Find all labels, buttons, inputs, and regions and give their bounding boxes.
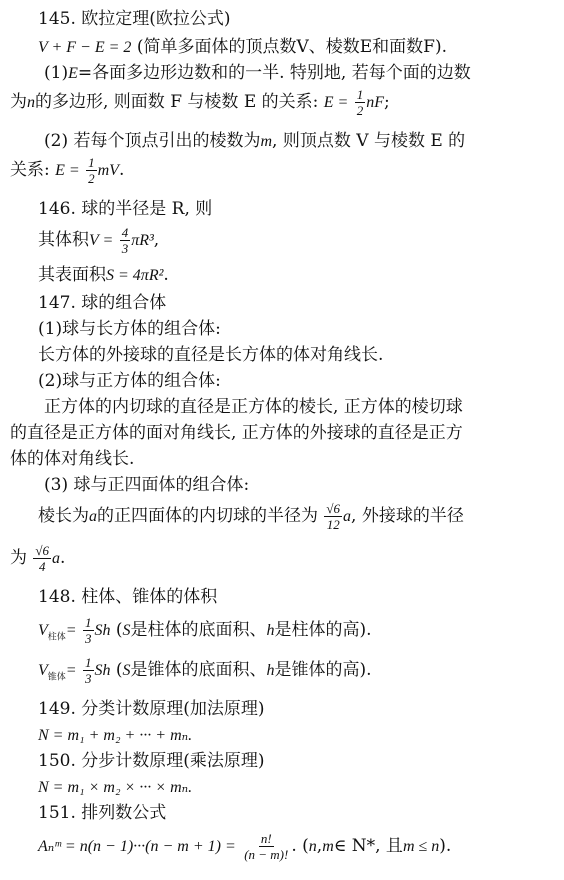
text-s146-area-label: 其表面积 (38, 265, 106, 285)
combo-2-line2 (10, 422, 463, 444)
text-s147-c3-e: , 外接球的半径 (351, 506, 464, 526)
section-145-heading (38, 8, 231, 30)
text-s148-v1-S: S (122, 622, 131, 639)
text-s148-v2-note-a: ( (115, 660, 123, 680)
combo-3-title (44, 474, 249, 496)
text-s151-cond-n: n (308, 838, 317, 855)
combo-2-line3 (10, 448, 134, 470)
text-s147-c2-line2: 的直径是正方体的面对角线长, 正方体的外接球的直径是正方 (10, 423, 463, 443)
sphere-area-line (38, 264, 169, 286)
fraction-one-half (355, 88, 366, 117)
text-s147-c3-den2: 4 (38, 559, 46, 574)
fraction-four-thirds (120, 226, 131, 255)
section-148-heading (38, 586, 217, 608)
text-s146-vol-lhs: V = (89, 232, 114, 249)
euler-formula: V + F − E = 2 (38, 39, 132, 56)
text-s148-v2-note-b: 是锥体的底面积、 (130, 660, 267, 680)
text-s145-p2-lhs: E = (55, 162, 80, 179)
text-s147-c3-c: 的正四面体的内切球的半径为 (97, 506, 318, 526)
text-s145-p2-end: . (118, 160, 125, 180)
euler-p1-line2 (10, 84, 390, 120)
euler-p2-line1 (44, 130, 465, 152)
text-s151-cond-c: ∈ N*, 且 (333, 836, 403, 856)
text-s149-formula: N = m₁ + m₂ + ··· + mₙ. (38, 727, 193, 744)
text-s148-v1-note-c: 是柱体的高). (274, 620, 372, 640)
fraction-sqrt6-over-4 (33, 544, 51, 573)
text-s148-v2-rhs: Sh (94, 662, 111, 679)
text-s145-p2-d: 关系: (10, 160, 50, 180)
fraction-factorial (242, 832, 290, 861)
section-146-heading (38, 198, 212, 220)
text-s146-vol-label: 其体积 (38, 230, 89, 250)
text-s148-v1-den: 3 (85, 631, 92, 646)
text-s147-heading: 147. 球的组合体 (38, 293, 167, 313)
addition-principle-formula (38, 724, 192, 746)
fraction-sqrt6-over-12 (324, 502, 342, 531)
text-s145-p2-rhs: mV (97, 162, 119, 179)
text-s147-c3-f: 为 (10, 548, 27, 568)
text-s150-formula: N = m₁ × m₂ × ··· × mₙ. (38, 779, 193, 796)
text-s151-lhs: Aₙᵐ = n(n − 1)···(n − m + 1) = (38, 838, 236, 855)
text-s148-v2-num: 1 (85, 655, 92, 670)
text-s148-v2-den: 3 (85, 671, 92, 686)
text-s148-v2-h: h (266, 662, 275, 679)
text-s147-c1-text: 长方体的外接球的直径是长方体的体对角线长. (38, 345, 384, 365)
text-s146-heading: 146. 球的半径是 R, 则 (38, 199, 213, 219)
section-149-heading (38, 698, 265, 720)
text-s149-heading: 149. 分类计数原理(加法原理) (38, 699, 265, 719)
prism-volume-line (38, 612, 372, 648)
section-150-heading (38, 750, 265, 772)
text-s146-vol-num: 4 (121, 225, 129, 240)
section-147-heading (38, 292, 166, 314)
euler-p2-line2 (10, 152, 124, 188)
text-s145-p1-e: n (27, 94, 35, 111)
text-s147-c3-num1: √6 (326, 501, 341, 516)
text-s146-vol-end: , (153, 230, 160, 250)
text-s148-v1-h: h (266, 622, 275, 639)
text-s148-v2-note-c: 是锥体的高). (274, 660, 372, 680)
text-s145-p1-formula-lhs: E = (323, 94, 349, 111)
text-s146-area-formula: S = 4πR² (106, 267, 164, 284)
sphere-volume-line (38, 222, 159, 258)
text-s145-p1-formula-rhs: nF (366, 94, 385, 111)
text-s147-c2-title: (2)球与正方体的组合体: (38, 371, 221, 391)
text-s145-p1-c: =各面多边形边数和的一半. 特别地, 若每个面的边数 (77, 63, 471, 83)
text-s150-heading: 150. 分步计数原理(乘法原理) (38, 751, 265, 771)
text-s148-v1-sub: 柱体 (47, 632, 66, 643)
text-s145-p1-a: (1) (44, 63, 69, 83)
text-s145-p1-den: 2 (356, 103, 364, 118)
text-s145-p2-a: (2) 若每个顶点引出的棱数为 (44, 131, 261, 151)
multiplication-principle-formula (38, 776, 192, 798)
text-s145-p1-b: E (68, 65, 78, 82)
text-s147-c2-line1: 正方体的内切球的直径是正方体的棱长, 正方体的棱切球 (44, 397, 463, 417)
text-s151-num: n! (260, 831, 272, 846)
text-s148-v2-sym: V (38, 662, 48, 679)
text-s147-c3-title: (3) 球与正四面体的组合体: (44, 475, 250, 495)
text-s148-v1-eq: = (65, 622, 77, 639)
text-s147-c3-den1: 12 (326, 517, 340, 532)
combo-3-line1 (38, 498, 464, 534)
text-s151-cond-b: , (316, 836, 323, 856)
text-s145-p2-den: 2 (88, 171, 95, 186)
text-s145-p1-num: 1 (356, 87, 364, 102)
text-s147-c3-b: a (89, 508, 97, 525)
text-s148-v1-sym: V (38, 622, 48, 639)
fraction-one-third (83, 616, 94, 645)
text-s151-den: (n − m)! (244, 847, 289, 862)
text-s145-p2-b: m (260, 133, 273, 150)
text-s145-p1-f: 的多边形, 则面数 F 与棱数 E 的关系: (35, 92, 319, 112)
pyramid-volume-line (38, 652, 372, 688)
text-s148-v2-sub: 锥体 (47, 672, 66, 683)
text-s147-c2-line3: 体的体对角线长. (10, 449, 135, 469)
fraction-one-half (86, 156, 97, 185)
fraction-one-third (83, 656, 94, 685)
text-s145-p1-d: 为 (10, 92, 27, 112)
combo-2-line1 (44, 396, 463, 418)
euler-formula-note: (简单多面体的顶点数V、棱数E和面数F). (136, 37, 447, 57)
text-s147-c3-a: 棱长为 (38, 506, 89, 526)
text-s145-heading: 145. 欧拉定理(欧拉公式) (38, 9, 231, 29)
euler-formula-line (38, 36, 447, 58)
text-s145-p1-end: ; (384, 92, 390, 112)
text-s148-v2-eq: = (65, 662, 77, 679)
text-s147-c3-h: . (60, 548, 66, 568)
section-151-heading (38, 802, 166, 824)
text-s148-v2-S: S (122, 662, 131, 679)
text-s148-heading: 148. 柱体、锥体的体积 (38, 587, 218, 607)
text-s148-v1-note-a: ( (115, 620, 123, 640)
text-s151-cond-e: ). (439, 836, 452, 856)
combo-3-line2 (10, 540, 65, 576)
text-s151-heading: 151. 排列数公式 (38, 803, 167, 823)
text-s148-v1-rhs: Sh (94, 622, 111, 639)
text-s148-v1-note-b: 是柱体的底面积、 (130, 620, 267, 640)
text-s147-c3-d: a (343, 508, 352, 525)
text-s145-p2-num: 1 (88, 155, 95, 170)
text-s147-c3-g: a (52, 550, 61, 567)
text-s148-v1-num: 1 (85, 615, 92, 630)
text-s146-vol-den: 3 (121, 241, 129, 256)
combo-1-title (38, 318, 221, 340)
text-s147-c1-title: (1)球与长方体的组合体: (38, 319, 221, 339)
text-s151-cond-m: m (322, 838, 334, 855)
text-s145-p2-c: , 则顶点数 V 与棱数 E 的 (272, 131, 466, 151)
text-s151-cond-a: . ( (291, 836, 309, 856)
euler-p1-line1 (44, 62, 471, 84)
text-s146-vol-rhs: πR³ (131, 232, 154, 249)
permutation-formula (38, 828, 451, 864)
text-s147-c3-num2: √6 (35, 543, 50, 558)
combo-2-title (38, 370, 221, 392)
text-s146-area-end: . (163, 265, 169, 285)
text-s151-cond-d: m ≤ n (402, 838, 440, 855)
combo-1-text (38, 344, 383, 366)
